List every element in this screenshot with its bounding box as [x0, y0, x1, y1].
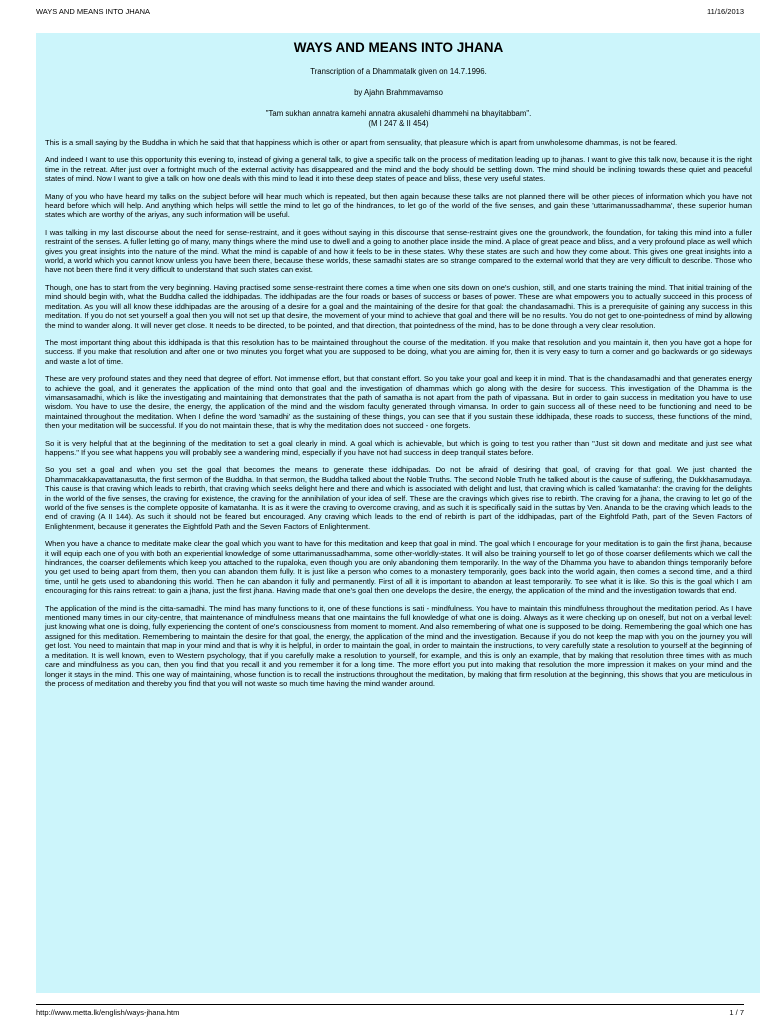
source-url-link[interactable]: http://www.metta.lk/english/ways-jhana.htm — [36, 1008, 180, 1017]
document-body — [36, 33, 760, 993]
page-number: 1 / 7 — [729, 1008, 744, 1017]
paragraph: This is a small saying by the Buddha in which he said that that happiness which is other or apart from sensuality, that pleasure which is apart from unwholesome dhammas, is not be feared. — [45, 138, 678, 147]
header-date: 11/16/2013 — [707, 7, 744, 16]
paragraph: So it is very helpful that at the beginning of the meditation to set a goal clearly in mind. A goal which is achievable, but which is going to test you rather than "Just sit down and meditate and just see what happens." If you see what happens you will probably see a wandering mind, especially if you have not had success in deep tranquil states before. — [45, 438, 752, 457]
document-byline: by Ajahn Brahmmavamso — [354, 88, 443, 97]
document-subtitle: Transcription of a Dhammatalk given on 14.7.1996. — [310, 67, 487, 76]
print-footer — [36, 1004, 744, 1017]
paragraph: These are very profound states and they need that degree of effort. Not immense effort, but that constant effort. So you take your goal and keep it in mind. That is the chandasamadhi and that generates energy to achieve the goal, and it generates the application of the mind onto that goal and the investigation of dhammas which go along with the desire for success. This investigation of the Dhamma is the vimansasamadhi, which is like the investigating and maintaining that demonstrates that the path of samatha is not apart from the path of vipassana. But in order to gain success in meditation you have to use wisdom. You have to use the desire, the energy, the application of the mind and the wisdom faculty generated through vimansa. In order to gain success all of these need to be functioning and need to be maintained throughout the meditation. When I define the word 'samadhi' as the sustaining of these things, you can see that if you sustain these iddhipada, these roads to success, these functions of the mind, then your meditation will be successful. If you do not maintain these, that is why the meditation does not succeed - one forgets. — [45, 374, 752, 431]
pali-quote: "Tam sukhan annatra kamehi annatra akusalehi dhammehi na bhayitabbam". — [265, 109, 532, 118]
pali-quote-reference: (M I 247 & II 454) — [368, 119, 429, 128]
paragraph: Though, one has to start from the very beginning. Having practised some sense-restraint there comes a time when one sits down on one's cushion, still, and one starts training the mind. That initial training of the mind should begin with, what the Buddha called the iddhipadas. The iddhipadas are the four roads or bases of success or bases of power. These are what empowers you to actually succeed in this process of meditation. As you will all know these iddhipadas are the arousing of a desire for a goal and the maintaining of the desire for that goal: the chandasamadhi. This is a prerequisite of gaining any success in this meditation. If you do not set yourself a goal then you will not set up that desire, the movement of your mind to achieve that goal and there will be no results. You do not get to one-pointedness of mind by allowing the mind to wander along. It will never get close. It needs to be directed, to be pointed, and that direction, that pointedness of the mind, has to be done through a very clear resolution. — [45, 282, 752, 330]
paragraph: The application of the mind is the citta-samadhi. The mind has many functions to it, one of these functions is sati - mindfulness. You have to maintain this mindfulness throughout the meditation period. As I have mentioned many times in our city-centre, that maintenance of mindfulness means that one maintains the full knowledge of what one is doing. Always as it were checking up on oneself, but not on a verbal level: just knowing what one is doing, fully experiencing the content of one's consciousness from moment to moment. And also remembering of what one is supposed to be doing. Remembering the goal which one has assigned for this meditation. Remembering to maintain the desire for that goal, the energy, the application of the mind and the investigation. Because if you do not keep the map with you on the journey you will get lost. You need to maintain that map in your mind and that is why it is helpful, in order to maintain the goal, in order to maintain the instructions, to very carefully state a resolution to yourself at the beginning of a meditation. It is well known, even to Western psychology, that if you carefully make a resolution to yourself, for example, and this is only an example, that by making that resolution three times with as much care and mindfulness as you can, then you find that you recall it and you remember it for a long time. The more effort you put into making that resolution the more impression it makes on your mind and the longer it stays in the mind. This one way of maintaining, whose function is to recall the instructions throughout the meditation, by making that firm resolution at the beginning, this shows that you are meticulous in the process of meditation and thereby you find that you will not waste so much time having the mind wander around. — [45, 603, 752, 688]
paragraph: I was talking in my last discourse about the need for sense-restraint, and it goes without saying in this discourse that sense-restraint gives one the groundwork, the foundation, for taking this mind into a fuller restraint of the senses. A fuller letting go of many, many things where the mind use to dwell and a going to another place inside the mind. A place of great peace and bliss, and a very profound place as well which gives you great insights into the nature of the mind. What the mind is capable of and how it feels to be in these states. Why these states are such and how they come about. This gives one great insights into a world, a world which you cannot know unless you have been there, because these worlds, these samadhi states are so strange compared to the external world that they are very difficult to describe. Those who have not been there find it very difficult to understand that such states can exist. — [45, 227, 752, 275]
paragraph: So you set a goal and when you set the goal that becomes the means to generate these iddhipadas. Do not be afraid of desiring that goal, of craving for that goal. We just chanted the Dhammacakkapavattanasutta, the first sermon of the Buddha. In that sermon, the Buddha talked about the Noble Truths. The second Noble Truth he talked about is the cause of suffering, the Dukkhasamudaya. This cause is that craving which leads to rebirth, that craving which seeks delight here and there and which is associated with delight and lust, that craving which is called 'kamatanha': the craving for the delights in the world of the five senses, the craving for existence, the craving for the annihilation of your idea of self. These are the cravings which gives rise to rebirth. The craving for a jhana, the craving to let go of the world of the five senses is the complete opposite of kamatanha. It is as it were the craving to overcome craving, and as such it is specifically said in the suttas by Ven. Ananda to be the craving which leads to the end of craving (A II 144). As such it should not be feared but encouraged. Any craving which leads to the end of rebirth is part of the iddhipadas, part of the Eightfold Path, part of the Seven Factors of Enlightenment, because it generates the Eightfold Path and the Seven Factors of Enlightenment. — [45, 465, 752, 531]
document-title: WAYS AND MEANS INTO JHANA — [293, 40, 504, 55]
paragraph: The most important thing about this iddhipada is that this resolution has to be maintained throughout the course of the meditation. If you make that resolution and you maintain it, then you have got a hope for success. If you make that resolution and after one or two minutes you forget what you are supposed to be doing, what you are aiming for, then it is very easy to turn a corner and go backwards or go sideways and waste a lot of time. — [45, 337, 752, 366]
paragraph: When you have a chance to meditate make clear the goal which you want to have for this meditation and keep that goal in mind. The goal which I encourage for your meditation is to gain the first jhana, because it will equip each one of you with both an experiential knowledge of some uttarimanussadhamma, some other-worldly-states. It will also be training yourself to let go of those coarser defilements which we call the hindrances, the coarser defilements which keep you attached to the rupaloka, even though you are only abandoning them temporarily. In the way of the Dhamma you have to abandon things temporarily before you get used to being apart from them, then you can abandon them fully. It is just like a person who comes to a monastery temporarily, goes back into the world again, then comes a second time, and a third time, until he gets used to abandoning this world. Then he can abandon it fully and permanently. First of all it is important to abandon at least temporarily. To see what it is like. So this is the goal which I am encouraging for this rains retreat: to gain a jhana, just the first jhana. Having made that one's goal then one develops the desire, the energy, the application of the mind and the investigation towards that end. — [45, 539, 752, 596]
paragraph: And indeed I want to use this opportunity this evening to, instead of giving a general talk, to give a specific talk on the process of meditation leading up to jhanas. I want to give this talk now, because it is the right time in the retreat. After just over a fortnight much of the external activity has disappeared and the mind and the body should be settling down. The mind should be inclining towards these quiet and peaceful states of mind. Now I want to give a talk on how one deals with this mind to lead it into these deep states of peace and bliss, these very useful states. — [45, 155, 752, 184]
paragraph: Many of you who have heard my talks on the subject before will hear much which is repeated, but then again because these talks are not planned there will be other pieces of information which you have not heard before which will help. And anything which helps will settle the mind to let go of the hindrances, to let go of the world of the five senses, and gain these 'uttarimanussadhamma', these superior human states which are worthy of the ariyas, any such information will be useful. — [45, 191, 752, 220]
header-title: WAYS AND MEANS INTO JHANA — [36, 7, 151, 16]
print-header — [36, 6, 744, 18]
